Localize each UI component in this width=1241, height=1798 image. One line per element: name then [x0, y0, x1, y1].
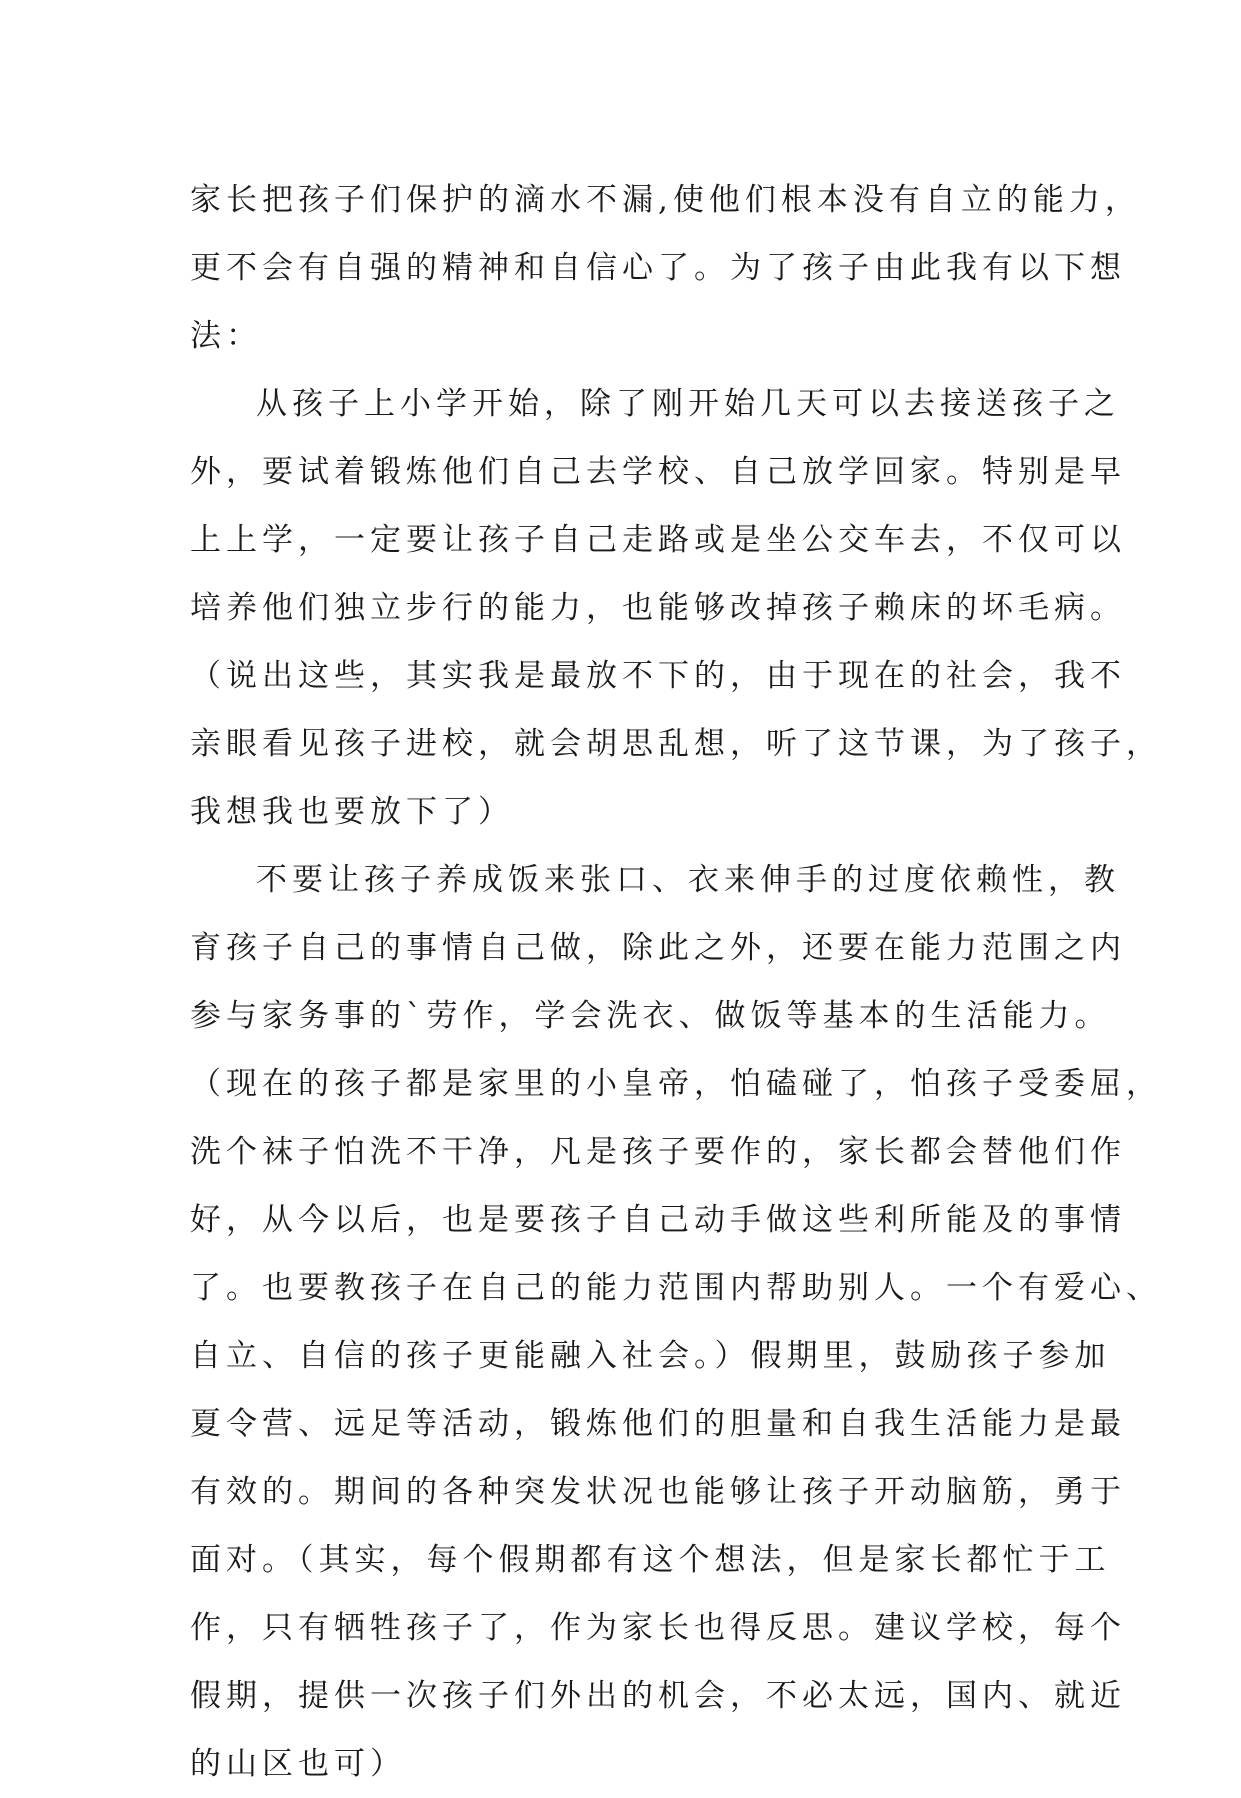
text-line: 培养他们独立步行的能力，也能够改掉孩子赖床的坏毛病。	[190, 590, 1126, 626]
text-line: 了。也要教孩子在自己的能力范围内帮助别人。一个有爱心、	[190, 1270, 1162, 1306]
text-line: 夏令营、远足等活动，锻炼他们的胆量和自我生活能力是最	[190, 1406, 1126, 1442]
text-line: 我想我也要放下了）	[190, 794, 514, 830]
text-line: 更不会有自强的精神和自信心了。为了孩子由此我有以下想	[190, 250, 1126, 286]
text-line: 洗个袜子怕洗不干净，凡是孩子要作的，家长都会替他们作	[190, 1134, 1126, 1170]
text-line: 上上学，一定要让孩子自己走路或是坐公交车去，不仅可以	[190, 522, 1126, 558]
text-line: 育孩子自己的事情自己做，除此之外，还要在能力范围之内	[190, 930, 1126, 966]
text-line: 自立、自信的孩子更能融入社会。）假期里，鼓励孩子参加	[190, 1338, 1111, 1374]
text-line: 亲眼看见孩子进校，就会胡思乱想，听了这节课，为了孩子，	[190, 726, 1162, 762]
text-line: 作，只有牺牲孩子了，作为家长也得反思。建议学校，每个	[190, 1610, 1126, 1646]
text-line: 外，要试着锻炼他们自己去学校、自己放学回家。特别是早	[190, 454, 1126, 490]
text-line: 有效的。期间的各种突发状况也能够让孩子开动脑筋，勇于	[190, 1474, 1126, 1510]
body-text	[190, 166, 1162, 1798]
text-line: 的山区也可）	[190, 1746, 406, 1782]
text-line: 家长把孩子们保护的滴水不漏,使他们根本没有自立的能力，	[190, 182, 1141, 218]
text-line: 好，从今以后，也是要孩子自己动手做这些利所能及的事情	[190, 1202, 1126, 1238]
text-line: （现在的孩子都是家里的小皇帝，怕磕碰了，怕孩子受委屈，	[190, 1066, 1162, 1102]
text-line: （说出这些，其实我是最放不下的，由于现在的社会，我不	[190, 658, 1126, 694]
text-line: 假期，提供一次孩子们外出的机会，不必太远，国内、就近	[190, 1678, 1126, 1714]
paragraph-start-line: 从孩子上小学开始，除了刚开始几天可以去接送孩子之	[256, 386, 1120, 422]
text-line: 法：	[190, 318, 262, 354]
text-line: 参与家务事的`劳作，学会洗衣、做饭等基本的生活能力。	[190, 998, 1111, 1034]
paragraph-start-line: 不要让孩子养成饭来张口、衣来伸手的过度依赖性，教	[256, 862, 1120, 898]
text-line: 面对。（其实，每个假期都有这个想法，但是家长都忙于工	[190, 1542, 1111, 1578]
